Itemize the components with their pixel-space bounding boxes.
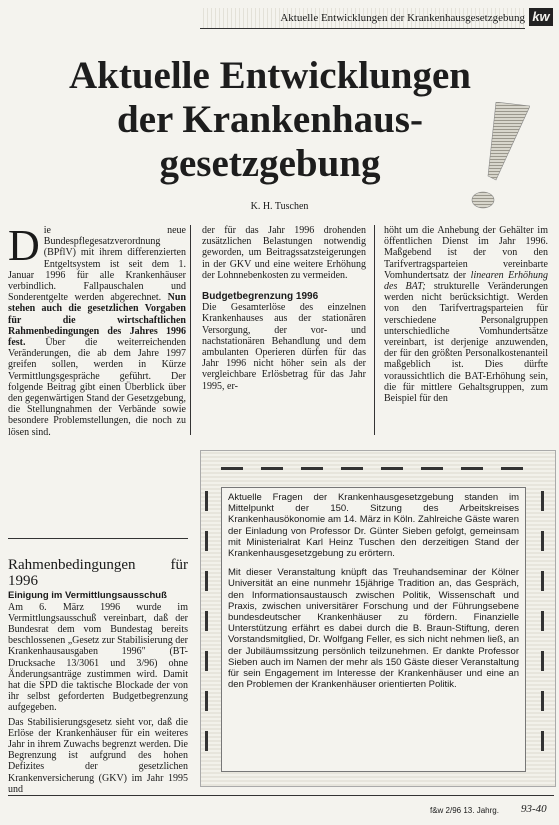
exclamation-mark-icon (450, 102, 530, 212)
intro-paragraph (8, 221, 187, 438)
col2-subheading: Budgetbegrenzung 1996 (202, 291, 319, 303)
col2-paragraph-2: Die Gesamterlöse des einzelnen Krankenhauses aus der stationären Versorgung, der vor- und nachstationären Behandlung und dem ambulanten Operieren dürfen für das Jahr 1996 nicht höher sein als der vergleichbare Erlösbetrag für das Jahr 1995, er- (202, 302, 366, 392)
section-paragraph-2: Das Stabilisierungsgesetz sieht vor, daß die Erlöse der Krankenhäuser für ein weiteres Jahr in ihrem Zuwachs begrenzt werden. Die Begrenzung ist aufgrund des hohen Defizites der gesetzlichen Krankenversicherung (GKV) im Jahr 1995 und (8, 716, 188, 795)
page-number: 93-40 (521, 803, 547, 815)
author-line: K. H. Tuschen (250, 201, 309, 212)
info-box (200, 450, 556, 787)
column-2 (202, 225, 366, 392)
footer-rule (8, 795, 554, 796)
intro-text: ie neue Bundespflegesatzverordnung (BPflV) mit ihrem differenzierten Entgeltsystem ist seit dem 1. Januar 1996 für alle Krankenhäuser verbindlich. Fallpauschalen und Sonderentgelte werden abgerechnet. (8, 225, 186, 304)
column-1-intro (8, 221, 187, 438)
issue-info: f&w 2/96 13. Jahrg. (430, 806, 499, 815)
column-rule (190, 225, 191, 435)
info-box-content (221, 487, 526, 772)
running-header: Aktuelle Entwicklungen der Krankenhausgesetzgebung (200, 8, 525, 29)
column-3 (384, 225, 548, 404)
section-subheading: Einigung im Vermittlungsausschuß (8, 590, 167, 601)
drop-cap: D (8, 221, 40, 270)
section-paragraph-1: Am 6. März 1996 wurde im Vermittlungsausschuß vereinbart, daß der Bundesrat dem vom Bundestag bereits beschlossenen „Gesetz zur Stabilisierung der Krankenhausausgaben 1996" (BT-Drucksache 13/3061 und 3/96) ohne Änderungsanträge zustimmen wird. Damit hat die SPD die taktische Blockade der von ihr selbst geforderten Budgetbegrenzung aufgegeben. (8, 601, 188, 714)
intro-text-2: Über die weiterreichenden Veränderungen, die ab dem Jahre 1997 greifen sollen, werden in Kürze Vermittlungsgespräche geführt. Der folgende Beitrag gibt einen Überblick über den gegenwärtigen Stand der Gesetzgebung, die Stellungnahmen der Verbände sowie besondere Problemstellungen, die noch zu lösen sind. (8, 337, 186, 438)
title-line-1: Aktuelle Entwicklungen (69, 54, 471, 97)
col2-paragraph-1: der für das Jahr 1996 drohenden zusätzlichen Belastungen notwendig geworden, um Beitragssatzsteigerungen in der GKV und eine weitere Erhöhung der Lohnnebenkosten zu vermeiden. (202, 225, 366, 281)
col3-paragraph (384, 225, 548, 404)
col3-italic-text: linearen Erhöhung des BAT; (384, 269, 548, 293)
info-box-paragraph-2: Mit dieser Veranstaltung knüpft das Treuhandseminar der Kölner Universität an eine nunmehr 15jährige Tradition an, das Gespräch, den Informationsaustausch zwischen Politik, Wissenschaft und Praxis, zwischen universitärer Forschung und der Führungsebene bundesdeutscher Krankenhäuser zu fördern. Finanzielle Unterstützung erfährt es dabei durch die B. Braun-Stiftung, deren Vorstandsmitglied, Dr. Wolfgang Feller, es sich nicht nehmen ließ, an der Jubiläumssitzung persönlich teilzunehmen. Er dankte Professor Sieben auch im Namen der mehr als 150 Gäste dieser Veranstaltung für sein Engagement im Interesse der Krankenhäuser und eine an den Problemen der Krankenhäuser orientierten Politik. (228, 567, 519, 691)
title-line-2: der Krankenhaus- (117, 98, 423, 141)
info-box-paragraph-1: Aktuelle Fragen der Krankenhausgesetzgebung standen im Mittelpunkt der 150. Sitzung des Arbeitskreises Krankenhausökonomie am 14. März in Köln. Zahlreiche Gäste waren der Einladung von Professor Dr. Günter Sieben gefolgt, gemeinsam mit Ministerialrat Karl Heinz Tuschen den derzeitigen Stand der Krankenhausgesetzgebung zu erörtern. (228, 492, 519, 560)
col3-text-2: strukturelle Veränderungen werden nicht berücksichtigt. Werden von den Tarifvertragsparteien für verschiedene Personalgruppen unterschiedliche Vomhundertsätze vereinbart, ist derjenige anzuwenden, der für den größten Personalkostenanteil maßgeblich ist. Dies dürfte voraussichtlich die BAT-Erhöhung sein, die für mittlere Gehaltsgruppen, zum Beispiel für den (384, 281, 549, 405)
section-rule (8, 538, 188, 539)
column-1-section (8, 547, 188, 795)
article-title (30, 54, 510, 186)
column-rule (374, 225, 375, 435)
section-heading: Rahmenbedingungen für 1996 (8, 557, 188, 589)
intro-bold-text: Nun stehen auch die gesetzlichen Vorgaben für die wirtschaftlichen Rahmenbedingungen des Jahres 1996 fest. (8, 292, 187, 349)
title-line-3: gesetzgebung (159, 142, 381, 185)
magazine-logo: kw (529, 8, 553, 26)
col3-text: höht um die Anhebung der Gehälter im öffentlichen Dienst im Jahr 1996. Maßgebend ist der von den Tarifvertragsparteien vereinbarte Vomhundertsatz der (384, 225, 548, 281)
